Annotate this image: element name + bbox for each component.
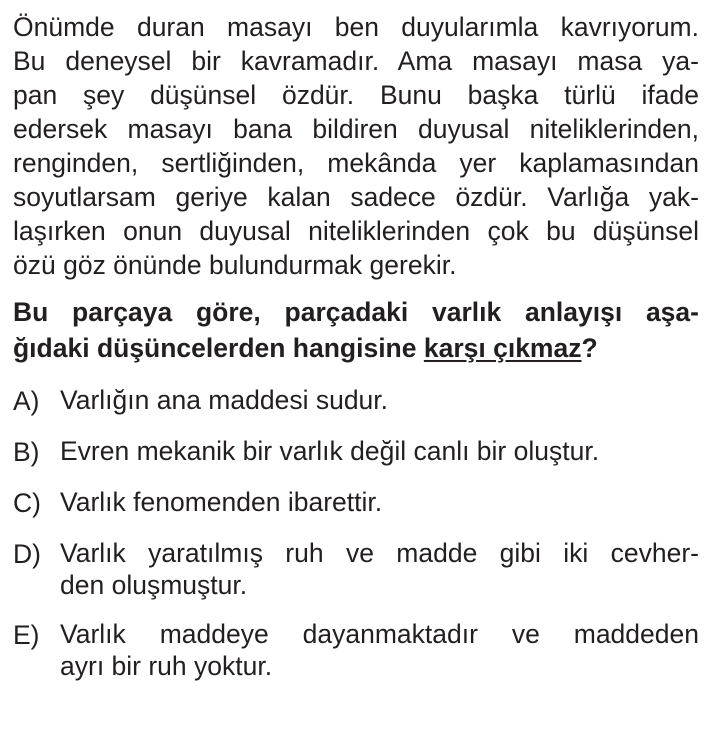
passage-line: renginden, sertliğinden, mekânda yer kaplamasından (13, 148, 699, 178)
passage-line: laşırken onun duyusal niteliklerinden çok bu düşünsel (13, 216, 699, 246)
answer-options (13, 381, 699, 685)
underlined-keyword: karşı çıkmaz (423, 333, 582, 363)
option-letter: C) (13, 488, 41, 518)
option-text (60, 486, 699, 518)
option-line: ayrı bir ruh yoktur. (60, 651, 273, 681)
question-prefix: ğıdaki düşüncelerden hangisine (13, 333, 424, 363)
option-line: Varlık yaratılmış ruh ve madde gibi iki cevher- (60, 538, 699, 568)
passage-line: pan şey düşünsel özdür. Bunu başka türlü ifade (13, 80, 699, 110)
option-line: Varlığın ana maddesi sudur. (60, 385, 389, 415)
option-d[interactable] (13, 534, 699, 604)
question-page (13, 10, 699, 696)
question-stem (13, 294, 699, 366)
option-line: Varlık maddeye dayanmaktadır ve maddeden (60, 619, 699, 649)
option-text (60, 384, 699, 416)
passage-text (13, 10, 699, 282)
option-letter: E) (13, 620, 40, 650)
question-mark: ? (581, 333, 598, 363)
option-text (60, 618, 699, 682)
passage-line: soyutlarsam geriye kalan sadece özdür. Varlığa yak- (13, 182, 699, 212)
option-letter: B) (13, 437, 40, 467)
option-line: Evren mekanik bir varlık değil canlı bir oluştur. (60, 436, 600, 466)
passage-line: Bu deneysel bir kavramadır. Ama masayı masa ya- (13, 46, 699, 76)
option-e[interactable] (13, 615, 699, 685)
question-line: Bu parçaya göre, parçadaki varlık anlayışı aşa- (13, 297, 699, 327)
option-a[interactable] (13, 381, 699, 421)
option-b[interactable] (13, 432, 699, 472)
option-letter: A) (13, 386, 40, 416)
option-line: den oluşmuştur. (60, 570, 248, 600)
option-text (60, 435, 699, 467)
option-c[interactable] (13, 483, 699, 523)
option-line: Varlık fenomenden ibarettir. (60, 487, 383, 517)
passage-line: özü göz önünde bulundurmak gerekir. (13, 250, 457, 280)
question-line (13, 330, 699, 366)
passage-line: Önümde duran masayı ben duyularımla kavrıyorum. (13, 12, 699, 42)
option-letter: D) (13, 539, 41, 569)
option-text (60, 537, 699, 601)
passage-line: edersek masayı bana bildiren duyusal niteliklerinden, (13, 114, 699, 144)
